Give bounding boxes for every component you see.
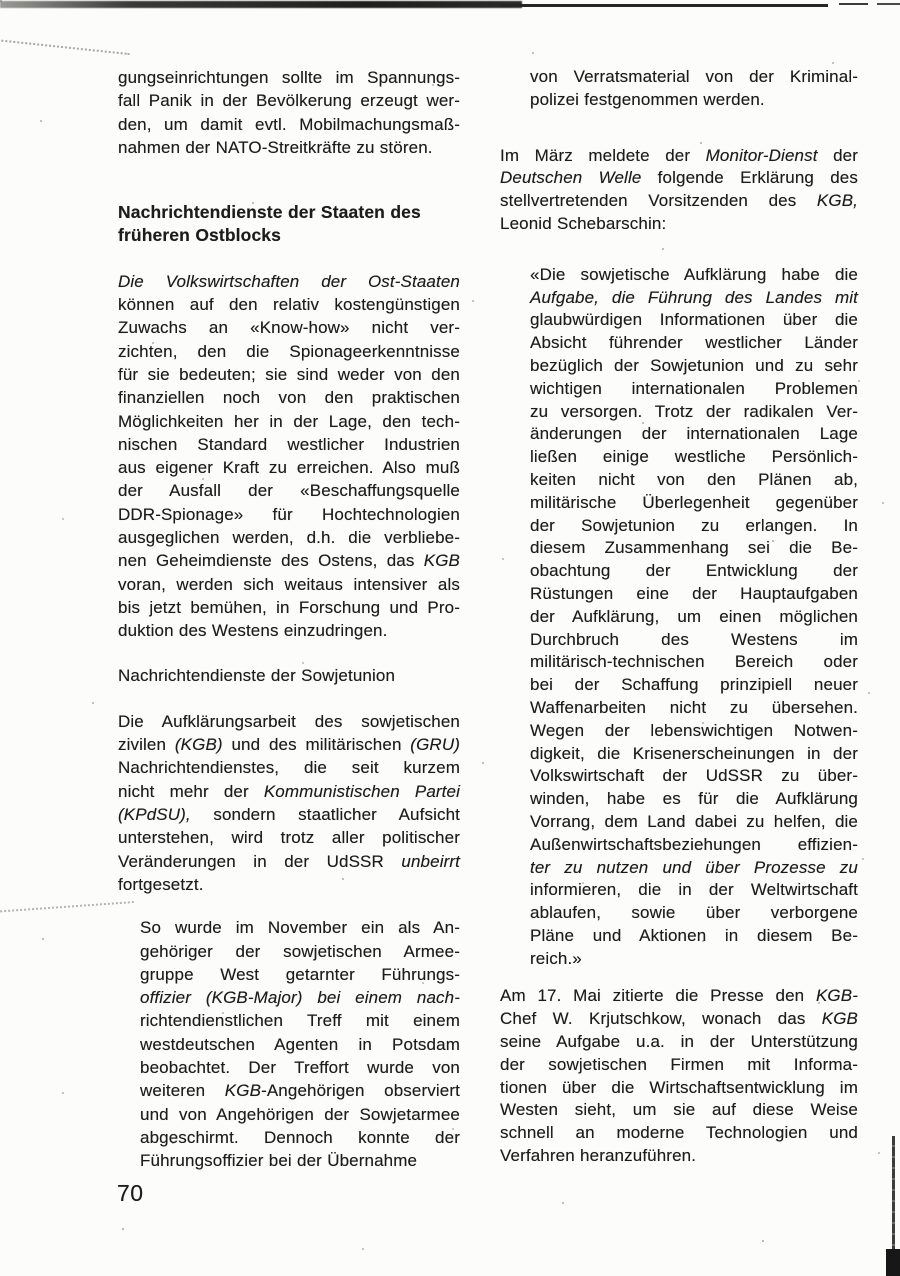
text-segment: reich.» (530, 948, 582, 968)
text-line (530, 629, 858, 652)
text-segment: für sie bedeuten; sie sind weder von den (118, 364, 460, 384)
text-line (118, 803, 460, 826)
text-segment: militärische Überlegenheit gegenüber (530, 492, 858, 512)
text-segment: beobachtet. Der Treffort wurde von (140, 1057, 460, 1077)
text-line (118, 316, 460, 339)
text-line (530, 446, 858, 469)
text-segment: Im März meldete der (500, 145, 706, 165)
text-segment: winden, habe es für die Aufklärung (530, 789, 858, 809)
paragraph (500, 145, 858, 236)
text-line (118, 224, 460, 247)
text-segment: -Angehörigen observiert (261, 1081, 460, 1101)
text-line (530, 788, 858, 811)
text-segment: fall Panik in der Bevölkerung erzeugt wer- (118, 91, 460, 111)
text-segment: militärisch-technischen Bereich oder (530, 652, 858, 672)
text-segment: Leonid Schebarschin: (500, 213, 667, 233)
text-line (530, 378, 858, 401)
text-line (118, 596, 460, 619)
scan-artifact-top-edge-dash (877, 3, 900, 5)
page-number: 70 (117, 1180, 144, 1206)
text-line (140, 1056, 460, 1079)
text-line (530, 925, 858, 948)
text-line (530, 902, 858, 925)
text-line (118, 113, 460, 136)
italic-text-segment: KGB- (815, 986, 858, 1006)
text-segment: der sowjetischen Firmen mit Informa- (500, 1054, 858, 1074)
text-line (118, 503, 460, 526)
text-line (530, 515, 858, 538)
text-line (118, 664, 460, 687)
text-line (500, 167, 858, 190)
text-line (118, 850, 460, 873)
section-heading (118, 201, 460, 248)
text-line (500, 190, 858, 213)
text-line (530, 560, 858, 583)
text-segment: schnell an moderne Technologien und (500, 1123, 858, 1143)
text-segment: ließen einige westliche Persönlich- (530, 447, 858, 467)
text-segment: tionen über die Wirtschaftsentwicklung im (500, 1077, 858, 1097)
text-line (118, 410, 460, 433)
text-segment: der Sowjetunion zu erlangen. In (530, 515, 858, 535)
text-line (118, 479, 460, 502)
text-line (530, 469, 858, 492)
text-segment: polizei festgenommen werden. (530, 89, 765, 109)
text-line (530, 66, 858, 89)
text-segment: sondern staatlicher Aufsicht (190, 805, 460, 825)
italic-text-segment: KGB, (816, 191, 858, 211)
text-line (530, 697, 858, 720)
text-line (530, 309, 858, 332)
text-segment: Nachrichtendienste der Staaten des (118, 202, 421, 223)
text-segment: Absicht führender westlicher Länder (530, 333, 858, 353)
text-segment: Vorrang, dem Land dabei zu helfen, die (530, 811, 858, 831)
text-segment: weiteren (140, 1081, 225, 1101)
text-line (118, 363, 460, 386)
text-line (118, 340, 460, 363)
text-segment: der (817, 145, 858, 165)
text-segment: folgende Erklärung des (641, 168, 858, 188)
italic-text-segment: Monitor-Dienst (705, 145, 818, 165)
text-segment: und des militärischen (222, 735, 411, 755)
text-line (118, 89, 460, 112)
paragraph (118, 710, 460, 896)
text-line (118, 386, 460, 409)
paragraph (500, 985, 858, 1167)
scan-artifact-squiggle (0, 39, 130, 55)
text-line (500, 1099, 858, 1122)
scan-artifact-top-edge (0, 1, 522, 8)
text-segment: richtendienstlichen Treff mit einem (140, 1011, 460, 1031)
text-segment: Veränderungen in der UdSSR (118, 851, 402, 871)
text-segment: Durchbruch des Westens im (530, 629, 858, 649)
text-line (530, 492, 858, 515)
italic-text-segment: ter zu nutzen und über Prozesse zu (530, 857, 858, 877)
text-segment: glaubwürdigen Informationen über die (530, 310, 858, 330)
text-segment: aus eigener Kraft zu erreichen. Also muß (118, 458, 460, 478)
scan-noise-speckles (0, 0, 2, 2)
text-segment: bei der Schaffung prinzipiell neuer (530, 675, 858, 695)
text-line (118, 826, 460, 849)
text-line (140, 1009, 460, 1032)
text-segment: Volkswirtschaft der UdSSR zu über- (530, 766, 858, 786)
text-segment: Nachrichtendienste der Sowjetunion (118, 665, 396, 685)
text-line (530, 355, 858, 378)
italic-text-segment: KGB (821, 1009, 858, 1029)
text-line (530, 879, 858, 902)
scan-artifact-squiggle (0, 901, 134, 913)
text-segment: Rüstungen eine der Hauptaufgaben (530, 583, 858, 603)
text-segment: zichten, den die Spionageerkenntnisse (118, 341, 460, 361)
text-segment: gungseinrichtungen sollte im Spannungs- (118, 68, 460, 87)
text-segment: wichtigen internationalen Problemen (530, 378, 858, 398)
text-segment: früheren Ostblocks (118, 225, 282, 246)
text-line (140, 986, 460, 1009)
text-segment: bis jetzt bemühen, in Forschung und Pro- (118, 597, 460, 617)
text-line (500, 145, 858, 168)
text-segment: Die Aufklärungsarbeit des sowjetischen (118, 711, 460, 731)
text-segment: zu versorgen. Trotz der radikalen Ver- (530, 401, 858, 421)
italic-text-segment: (KGB) (174, 735, 223, 755)
text-line (140, 916, 460, 939)
text-line (118, 270, 460, 293)
text-segment: duktion des Westens einzudringen. (118, 621, 388, 641)
italic-text-segment: KGB (423, 551, 460, 571)
text-segment: Möglichkeiten her in der Lage, den tech- (118, 411, 460, 431)
text-segment: von Verratsmaterial von der Kriminal- (530, 67, 858, 86)
text-segment: bezüglich der Sowjetunion und zu sehr (530, 355, 858, 375)
text-segment: Chef W. Krjutschkow, wonach das (500, 1009, 822, 1029)
text-line (530, 89, 858, 112)
paragraph (118, 270, 460, 643)
text-line (118, 456, 460, 479)
text-segment: westdeutschen Agenten in Potsdam (140, 1034, 460, 1054)
scan-artifact-right-line (892, 1136, 895, 1250)
text-segment: der Aufklärung, um einen möglichen (530, 606, 858, 626)
italic-text-segment: unbeirrt (401, 851, 460, 871)
text-segment: Wegen der lebenswichtigen Notwen- (530, 720, 858, 740)
text-line (530, 834, 858, 857)
text-line (118, 549, 460, 572)
text-segment: Führungsoffizier bei der Übernahme (140, 1151, 418, 1171)
text-segment: nischen Standard westlicher Industrien (118, 434, 460, 454)
text-segment: seine Aufgabe u.a. in der Unterstützung (500, 1032, 858, 1052)
text-line (500, 1054, 858, 1077)
text-segment: voran, werden sich weitaus intensiver als (118, 574, 460, 594)
text-line (530, 264, 858, 287)
text-segment: Pläne und Aktionen in diesem Be- (530, 925, 858, 945)
text-line (500, 213, 858, 236)
text-line (500, 1122, 858, 1145)
text-line (118, 710, 460, 733)
text-line (530, 857, 858, 880)
text-line (118, 733, 460, 756)
text-line (530, 948, 858, 971)
text-line (118, 780, 460, 803)
text-line (118, 66, 460, 89)
text-segment: diesem Zusammenhang sei die Be- (530, 538, 858, 558)
text-segment: Waffenarbeiten nicht zu übersehen. (530, 697, 858, 717)
text-segment: «Die sowjetische Aufklärung habe die (530, 264, 858, 284)
text-segment: gruppe West getarnter Führungs- (140, 964, 460, 984)
text-segment: Nachrichtendienstes, die seit kurzem (118, 758, 460, 778)
text-line (530, 287, 858, 310)
text-line (118, 201, 460, 224)
italic-text-segment: Aufgabe, die Führung des Landes mit (530, 287, 858, 307)
text-line (118, 873, 460, 896)
text-line (118, 526, 460, 549)
text-line (118, 433, 460, 456)
text-segment: keiten nicht von den Plänen ab, (530, 469, 858, 489)
italic-text-segment: Kommunistischen Partei (263, 781, 460, 801)
text-segment: ablaufen, sowie über verborgene (530, 903, 858, 923)
scan-artifact-top-edge-thin (500, 4, 829, 7)
italic-text-segment: KGB (224, 1081, 262, 1101)
italic-text-segment: (KPdSU), (118, 805, 191, 825)
italic-text-segment: Die Volkswirtschaften der Ost-Staaten (118, 271, 460, 291)
text-line (500, 1008, 858, 1031)
scan-artifact-corner-block (886, 1249, 900, 1276)
text-segment: der Ausfall der «Beschaffungsquelle (118, 481, 460, 501)
text-segment: können auf den relativ kostengünstigen (118, 295, 460, 315)
text-segment: Am 17. Mai zitierte die Presse den (500, 986, 816, 1006)
text-line (118, 136, 460, 159)
text-segment: So wurde im November ein als An- (140, 918, 460, 938)
text-line (140, 963, 460, 986)
text-segment: Westen sieht, um sie auf diese Weise (500, 1100, 858, 1120)
text-line (140, 1126, 460, 1149)
text-segment: unterstehen, wird trotz aller politischer (118, 828, 460, 848)
text-line (530, 811, 858, 834)
text-line (140, 1079, 460, 1102)
text-segment: gehöriger der sowjetischen Armee- (140, 941, 460, 961)
italic-text-segment: (GRU) (410, 735, 460, 755)
paragraph (500, 66, 858, 112)
text-segment: nicht mehr der (118, 781, 264, 801)
text-segment: fortgesetzt. (118, 874, 204, 894)
text-line (118, 756, 460, 779)
text-segment: informieren, die in der Weltwirtschaft (530, 880, 858, 900)
text-segment: Außenwirtschaftsbeziehungen effizien- (530, 834, 858, 854)
text-segment: obachtung der Entwicklung der (530, 561, 858, 581)
text-segment: digkeit, die Krisenerscheinungen in der (530, 743, 858, 763)
text-line (140, 1149, 460, 1172)
text-line (140, 940, 460, 963)
text-line (530, 332, 858, 355)
text-line (530, 651, 858, 674)
text-line (500, 1077, 858, 1100)
text-line (530, 537, 858, 560)
right-text-column (500, 66, 858, 1168)
text-segment: ausgeglichen werden, d.h. die verbliebe- (118, 528, 460, 548)
text-line (530, 606, 858, 629)
quote-block (500, 264, 858, 971)
text-segment: Verfahren heranzuführen. (500, 1146, 697, 1166)
paragraph (118, 66, 460, 159)
text-line (118, 573, 460, 596)
text-line (500, 1145, 858, 1168)
text-segment: abgeschirmt. Dennoch konnte der (140, 1127, 460, 1147)
text-segment: nahmen der NATO-Streitkräfte zu stören. (118, 137, 433, 157)
text-line (118, 293, 460, 316)
italic-text-segment: offizier (KGB-Major) bei einem nach- (140, 988, 460, 1008)
text-line (530, 720, 858, 743)
text-segment: finanziellen noch von den praktischen (118, 388, 460, 408)
text-segment: den, um damit evtl. Mobilmachungsmaß- (118, 114, 460, 134)
text-line (530, 401, 858, 424)
text-line (500, 985, 858, 1008)
italic-text-segment: Deutschen Welle (500, 168, 642, 188)
text-line (530, 583, 858, 606)
text-line (530, 423, 858, 446)
text-line (530, 765, 858, 788)
left-text-column (118, 66, 460, 1172)
text-line (530, 743, 858, 766)
text-segment: stellvertretenden Vorsitzenden des (500, 191, 817, 211)
text-segment: zivilen (118, 735, 175, 755)
text-segment: änderungen der internationalen Lage (530, 424, 858, 444)
text-line (118, 619, 460, 642)
text-line (500, 1031, 858, 1054)
text-segment: nen Geheimdienste des Ostens, das (118, 551, 424, 571)
scan-artifact-top-edge-dash (839, 3, 868, 5)
text-line (140, 1103, 460, 1126)
text-segment: Zuwachs an «Know-how» nicht ver- (118, 318, 460, 338)
text-segment: und von Angehörigen der Sowjetarmee (140, 1104, 460, 1124)
section-subheading (118, 664, 460, 687)
text-line (140, 1033, 460, 1056)
paragraph (118, 916, 460, 1172)
text-line (530, 674, 858, 697)
text-segment: DDR-Spionage» für Hochtechnologien (118, 504, 460, 524)
